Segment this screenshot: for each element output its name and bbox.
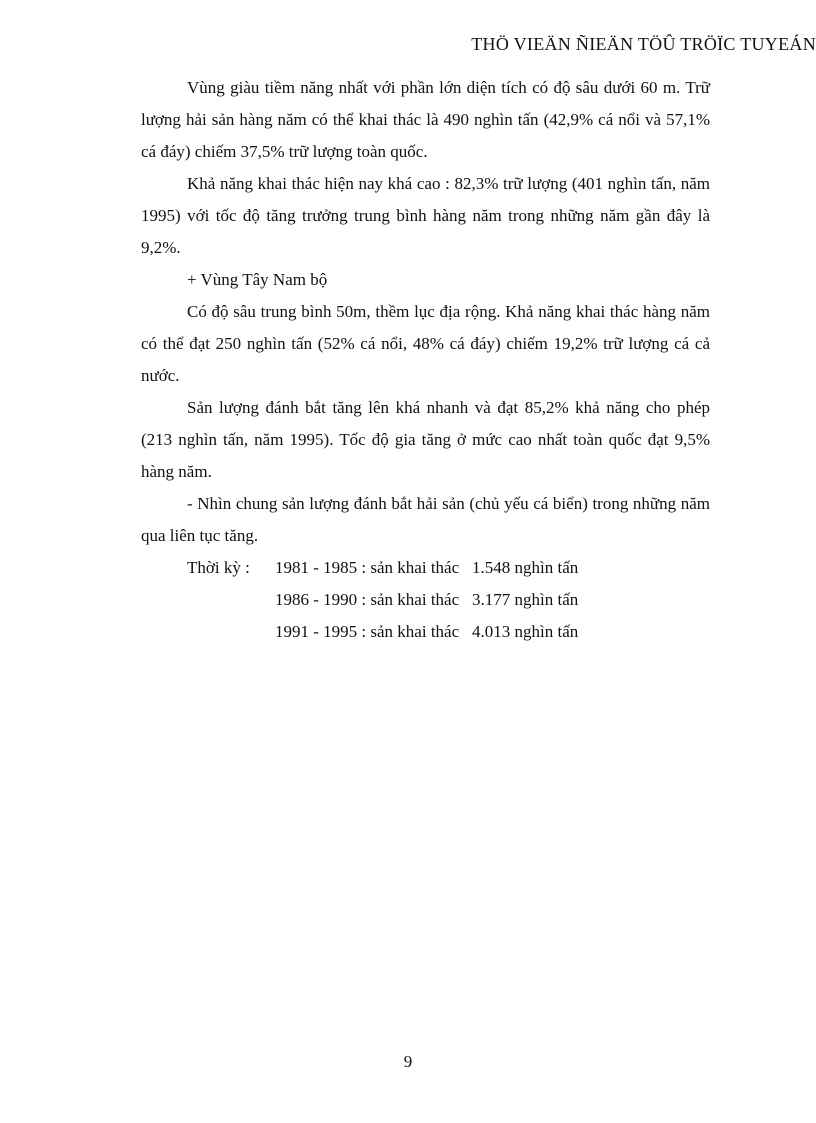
period-range: 1986 - 1990 : sản khai thác xyxy=(275,590,460,609)
period-value: 3.177 nghìn tấn xyxy=(472,590,579,609)
section-heading-tay-nam-bo: + Vùng Tây Nam bộ xyxy=(187,270,328,289)
period-row xyxy=(141,584,710,616)
document-body xyxy=(141,72,710,648)
paragraph-1: Vùng giàu tiềm năng nhất với phần lớn diện tích có độ sâu dưới 60 m. Trữ lượng hải sản hàng năm có thể khai thác là 490 nghìn tấn (42,9% cá nổi và 57,1% cá đáy) chiếm 37,5% trữ lượng toàn quốc. xyxy=(141,78,710,161)
header-site-name: THÖ VIEÄN ÑIEÄN TÖÛ TRÖÏC TUYEÁN xyxy=(471,34,816,54)
period-row xyxy=(141,616,710,648)
period-range: 1981 - 1985 : sản khai thác xyxy=(275,558,460,577)
period-value: 4.013 nghìn tấn xyxy=(472,622,579,641)
paragraph-4: Sản lượng đánh bắt tăng lên khá nhanh và đạt 85,2% khả năng cho phép (213 nghìn tấn, năm 1995). Tốc độ gia tăng ở mức cao nhất toàn quốc đạt 9,5% hàng năm. xyxy=(141,398,710,481)
period-label-spacer xyxy=(141,616,275,648)
period-label-spacer xyxy=(141,584,275,616)
period-row xyxy=(141,552,710,584)
page-header xyxy=(471,34,816,55)
paragraph-3: Có độ sâu trung bình 50m, thềm lục địa rộng. Khả năng khai thác hàng năm có thể đạt 250 nghìn tấn (52% cá nổi, 48% cá đáy) chiếm 19,2% trữ lượng cá cả nước. xyxy=(141,302,710,385)
period-range: 1991 - 1995 : sản khai thác xyxy=(275,622,460,641)
period-value: 1.548 nghìn tấn xyxy=(472,558,579,577)
period-label: Thời kỳ : xyxy=(187,558,250,577)
paragraph-5: - Nhìn chung sản lượng đánh bắt hải sản (chủ yếu cá biển) trong những năm qua liên tục tăng. xyxy=(141,494,710,545)
production-periods-list xyxy=(141,552,710,648)
page-number: 9 xyxy=(403,1052,413,1071)
paragraph-2: Khả năng khai thác hiện nay khá cao : 82,3% trữ lượng (401 nghìn tấn, năm 1995) với tốc độ tăng trưởng trung bình hàng năm trong những năm gần đây là 9,2%. xyxy=(141,174,710,257)
